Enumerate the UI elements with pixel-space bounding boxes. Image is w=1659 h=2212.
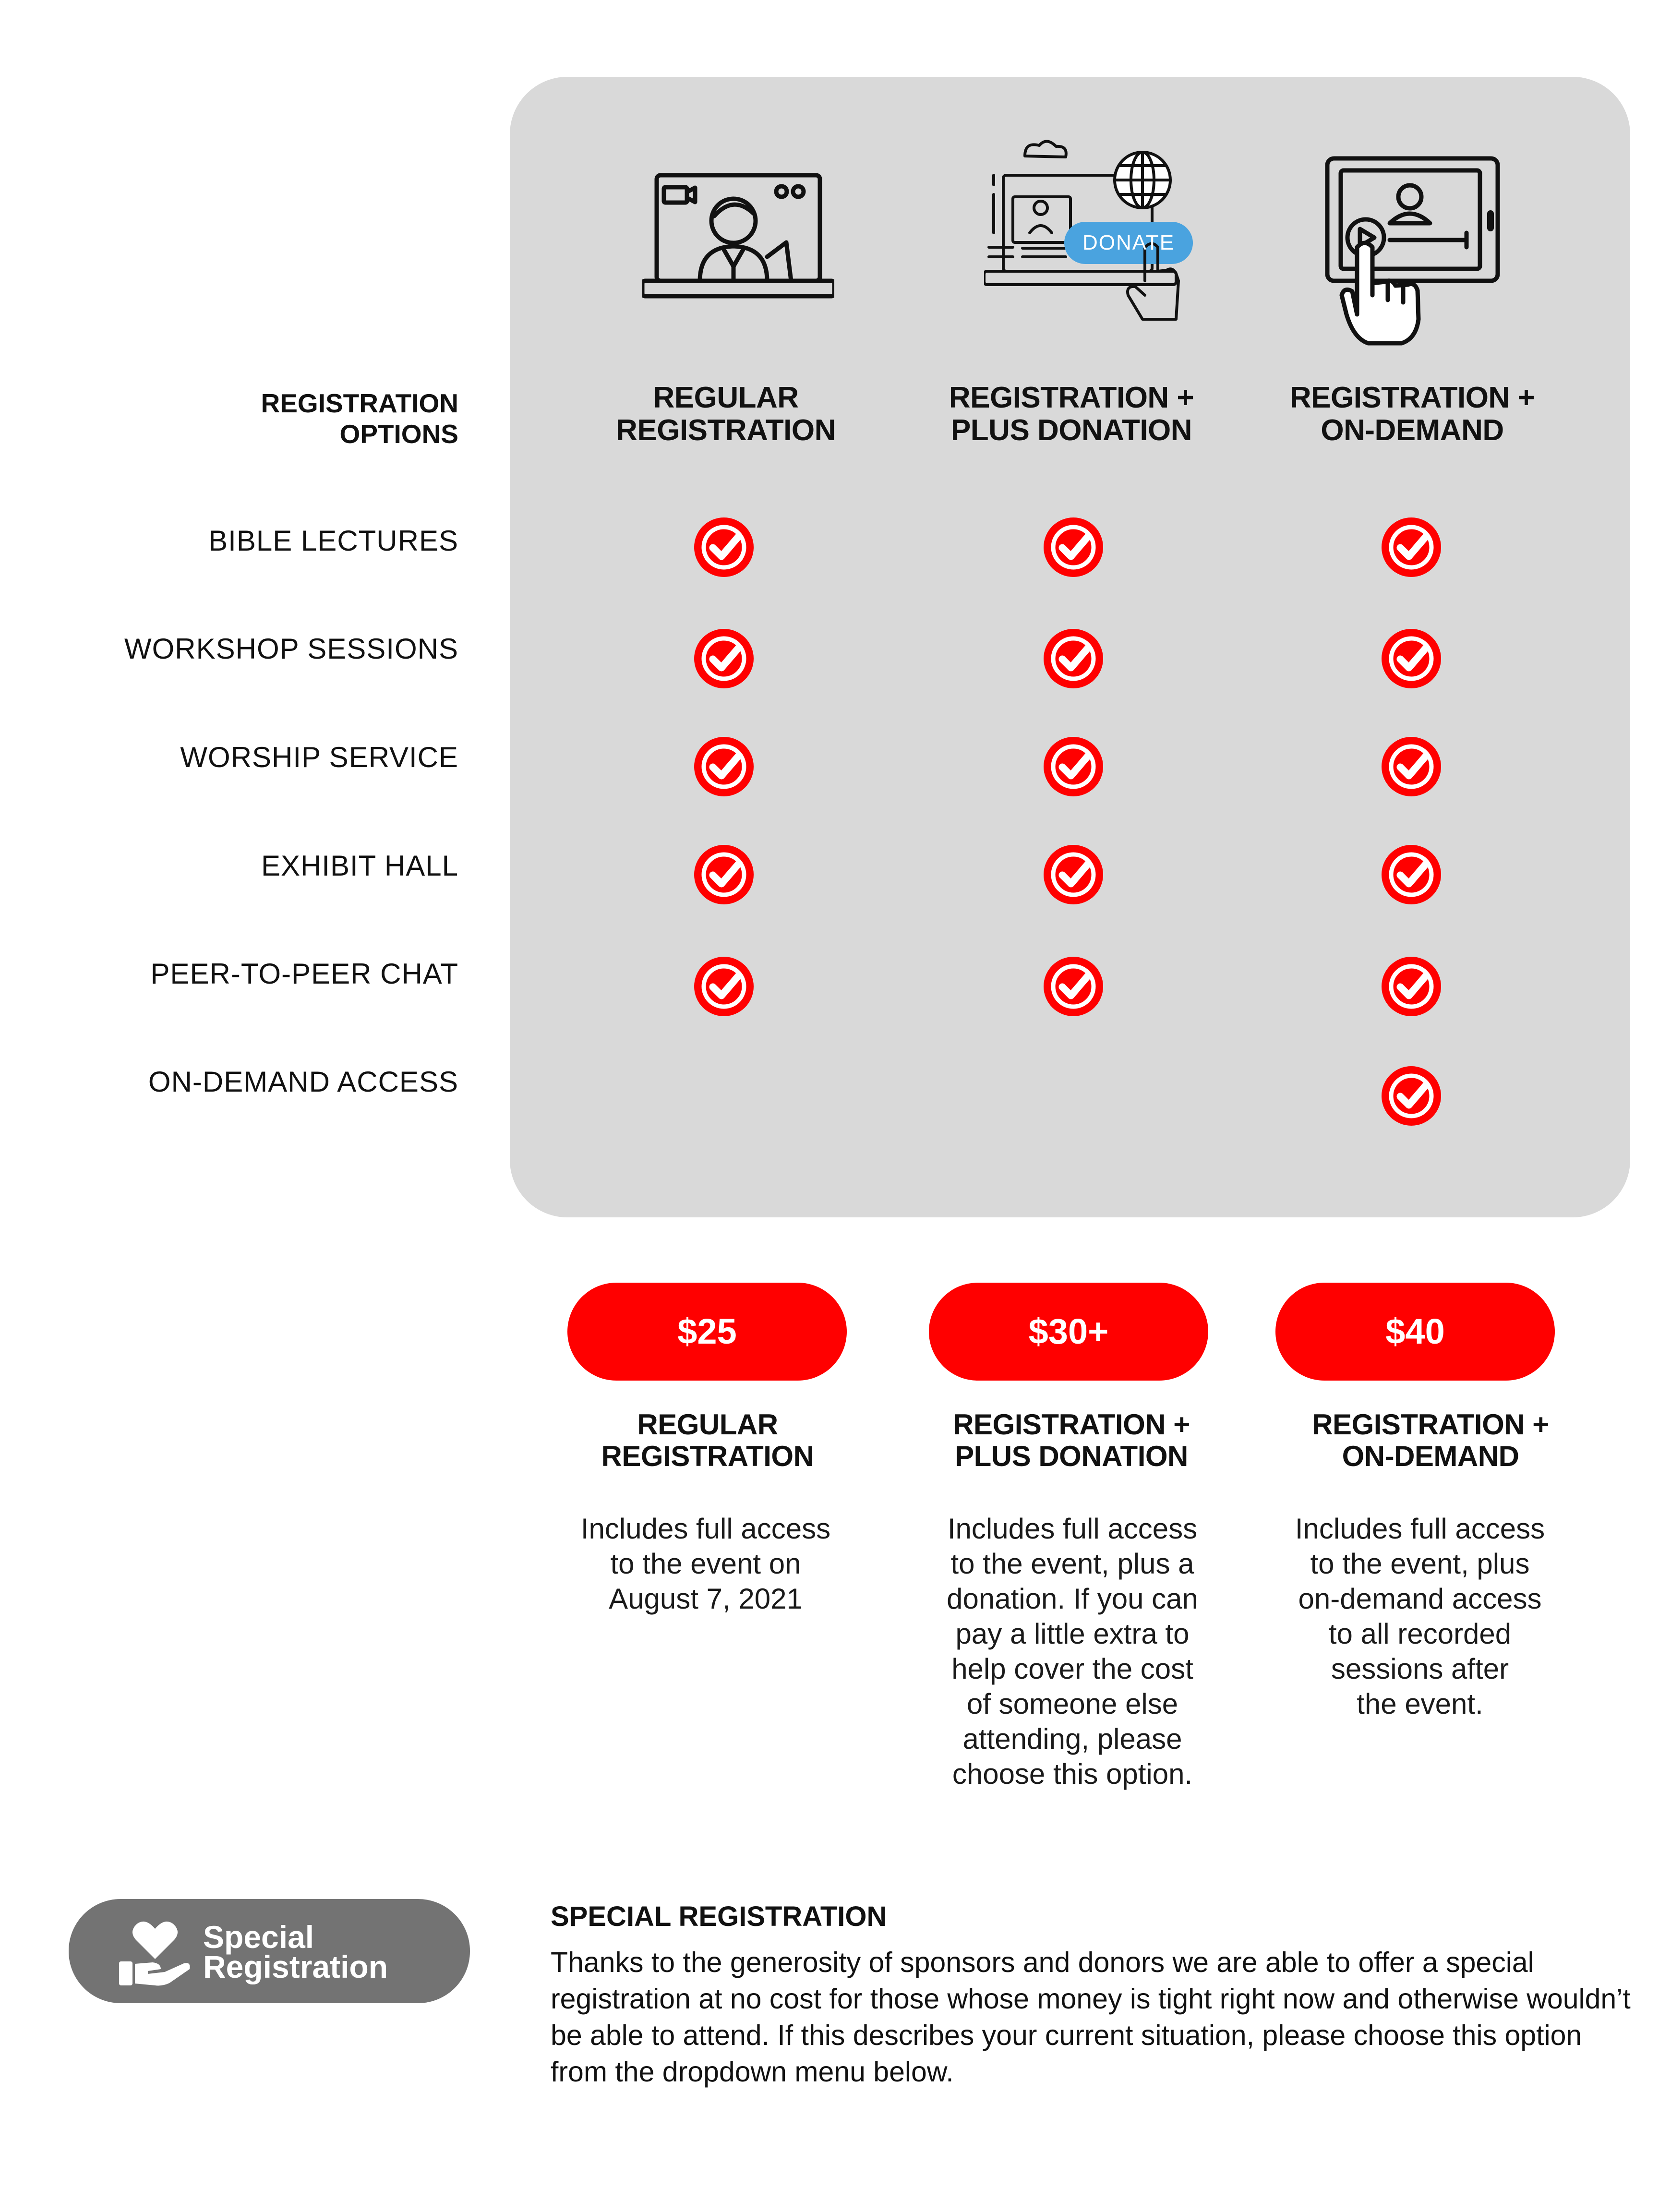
donate-button-label: DONATE <box>1082 231 1175 254</box>
check-icon-on-demand <box>1381 844 1442 905</box>
feature-exhibit-hall: EXHIBIT HALL <box>261 850 458 882</box>
plan-title-on-demand: REGISTRATION + ON-DEMAND <box>1312 1408 1549 1472</box>
special-registration-badge <box>69 1899 470 2003</box>
registration-options-header: REGISTRATION OPTIONS <box>261 388 458 449</box>
plan-description-on-demand: Includes full access to the event, plus on-demand access to all recorded sessions after the event. <box>1295 1513 1545 1720</box>
feature-peer-to-peer-chat: PEER-TO-PEER CHAT <box>150 958 458 990</box>
check-icon-on-demand <box>1381 628 1442 689</box>
heart-in-hand-icon <box>117 1913 193 1993</box>
donate-laptop-icon <box>984 137 1195 338</box>
feature-on-demand-access: ON-DEMAND ACCESS <box>148 1066 458 1098</box>
price-regular: $25 <box>567 1283 847 1381</box>
check-icon-regular <box>694 844 754 905</box>
on-demand-tablet-icon <box>1322 156 1505 348</box>
column-header-on-demand: REGISTRATION + ON-DEMAND <box>1289 381 1535 447</box>
check-icon-donation <box>1043 736 1104 797</box>
video-call-laptop-icon <box>642 170 834 305</box>
column-header-regular: REGULAR REGISTRATION <box>616 381 836 447</box>
special-badge-label: Special Registration <box>203 1919 388 1984</box>
check-icon-donation <box>1043 517 1104 577</box>
plan-title-regular: REGULAR REGISTRATION <box>601 1408 814 1472</box>
plan-description-regular: Includes full access to the event on August 7, 2021 <box>580 1513 831 1615</box>
price-on-demand: $40 <box>1275 1283 1555 1381</box>
check-icon-regular <box>694 736 754 797</box>
special-registration-title: SPECIAL REGISTRATION <box>551 1901 887 1932</box>
feature-bible-lectures: BIBLE LECTURES <box>208 525 458 557</box>
check-icon-on-demand <box>1381 956 1442 1017</box>
check-icon-on-demand <box>1381 1066 1442 1126</box>
check-icon-regular <box>694 956 754 1017</box>
plan-description-donation: Includes full access to the event, plus a donation. If you can pay a little extra to help cover the cost of someone else attending, please choose this option. <box>947 1513 1198 1790</box>
check-icon-on-demand <box>1381 736 1442 797</box>
check-icon-donation <box>1043 628 1104 689</box>
check-icon-on-demand <box>1381 517 1442 577</box>
price-donation: $30+ <box>929 1283 1208 1381</box>
check-icon-donation <box>1043 844 1104 905</box>
column-header-donation: REGISTRATION + PLUS DONATION <box>949 381 1194 447</box>
check-icon-donation <box>1043 956 1104 1017</box>
check-icon-regular <box>694 628 754 689</box>
plan-title-donation: REGISTRATION + PLUS DONATION <box>953 1408 1190 1472</box>
feature-worship-service: WORSHIP SERVICE <box>180 741 458 773</box>
feature-workshop-sessions: WORKSHOP SESSIONS <box>124 633 458 665</box>
check-icon-regular <box>694 517 754 577</box>
special-registration-text: Thanks to the generosity of sponsors and donors we are able to offer a special registration at no cost for those whose money is tight right now and otherwise wouldn’t be able to attend. If this describes your current situation, please choose this option from the dropdown menu below. <box>551 1947 1631 2088</box>
